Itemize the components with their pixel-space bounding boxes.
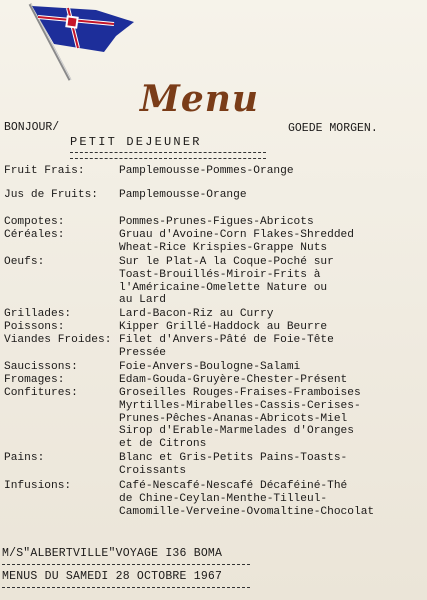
section-label: Saucissons: bbox=[4, 361, 78, 373]
section-items bbox=[119, 452, 347, 478]
item-line: Kipper Grillé-Haddock au Beurre bbox=[119, 321, 328, 333]
item-line: Toast-Brouillés-Miroir-Frits à bbox=[119, 268, 321, 281]
item-line: Edam-Gouda-Gruyère-Chester-Présent bbox=[119, 374, 348, 386]
section-items bbox=[119, 165, 294, 178]
section-items bbox=[119, 334, 334, 360]
section-items bbox=[119, 256, 334, 307]
section-label: Compotes: bbox=[4, 216, 65, 228]
section-label: Oeufs: bbox=[4, 256, 45, 268]
section-items bbox=[119, 374, 347, 387]
section-label: Grillades: bbox=[4, 308, 72, 320]
item-line: au Lard bbox=[119, 294, 166, 307]
item-line: Pamplemousse-Pommes-Orange bbox=[119, 165, 294, 177]
section-label: Fromages: bbox=[4, 374, 65, 386]
section-items bbox=[119, 361, 300, 374]
section-label: Pains: bbox=[4, 452, 45, 464]
voyage-line: M/S"ALBERTVILLE"VOYAGE I36 BOMA bbox=[2, 547, 223, 560]
section-label: Confitures: bbox=[4, 387, 78, 399]
item-line: Blanc et Gris-Petits Pains-Toasts- bbox=[119, 452, 348, 464]
item-line: Sur le Plat-A la Coque-Poché sur bbox=[119, 256, 334, 268]
section-items bbox=[119, 308, 273, 321]
item-line: et de Citrons bbox=[119, 438, 207, 451]
section-label: Jus de Fruits: bbox=[4, 189, 98, 201]
menu-subtitle: PETIT DEJEUNER bbox=[70, 135, 202, 149]
section-items bbox=[119, 229, 354, 255]
subtitle-underline bbox=[70, 152, 266, 159]
item-line: Sirop d'Erable-Marmelades d'Oranges bbox=[119, 425, 354, 438]
item-line: Prunes-Pêches-Ananas-Abricots-Miel bbox=[119, 412, 348, 425]
item-line: Pressée bbox=[119, 346, 166, 359]
section-items bbox=[119, 216, 314, 229]
footer-divider bbox=[2, 587, 250, 588]
item-line: Myrtilles-Mirabelles-Cassis-Cerises- bbox=[119, 399, 361, 412]
section-label: Viandes Froides: bbox=[4, 334, 112, 346]
menu-title: Menu bbox=[140, 78, 260, 120]
item-line: Pommes-Prunes-Figues-Abricots bbox=[119, 216, 314, 228]
section-label: Poissons: bbox=[4, 321, 65, 333]
section-items bbox=[119, 480, 374, 518]
item-line: de Chine-Ceylan-Menthe-Tilleul- bbox=[119, 492, 328, 505]
item-line: Café-Nescafé-Nescafé Décaféiné-Thé bbox=[119, 480, 348, 492]
greeting-dutch: GOEDE MORGEN. bbox=[288, 122, 378, 135]
item-line: Groseilles Rouges-Fraises-Framboises bbox=[119, 387, 361, 399]
item-line: Filet d'Anvers-Pâté de Foie-Tête bbox=[119, 334, 334, 346]
item-line: Lard-Bacon-Riz au Curry bbox=[119, 308, 274, 320]
ship-flag-icon bbox=[26, 2, 136, 82]
item-line: Foie-Anvers-Boulogne-Salami bbox=[119, 361, 301, 373]
item-line: Croissants bbox=[119, 464, 187, 477]
item-line: Camomille-Verveine-Ovomaltine-Chocolat bbox=[119, 505, 375, 518]
item-line: l'Américaine-Omelette Nature ou bbox=[119, 281, 328, 294]
item-line: Gruau d'Avoine-Corn Flakes-Shredded bbox=[119, 229, 354, 241]
greeting-french: BONJOUR/ bbox=[4, 121, 60, 134]
section-items bbox=[119, 189, 247, 202]
section-label: Céréales: bbox=[4, 229, 65, 241]
section-items bbox=[119, 387, 361, 451]
section-label: Infusions: bbox=[4, 480, 72, 492]
section-label: Fruit Frais: bbox=[4, 165, 85, 177]
item-line: Wheat-Rice Krispies-Grappe Nuts bbox=[119, 241, 328, 254]
footer-divider bbox=[2, 564, 250, 565]
item-line: Pamplemousse-Orange bbox=[119, 189, 247, 201]
menu-date: MENUS DU SAMEDI 28 OCTOBRE 1967 bbox=[2, 570, 223, 583]
section-items bbox=[119, 321, 327, 334]
